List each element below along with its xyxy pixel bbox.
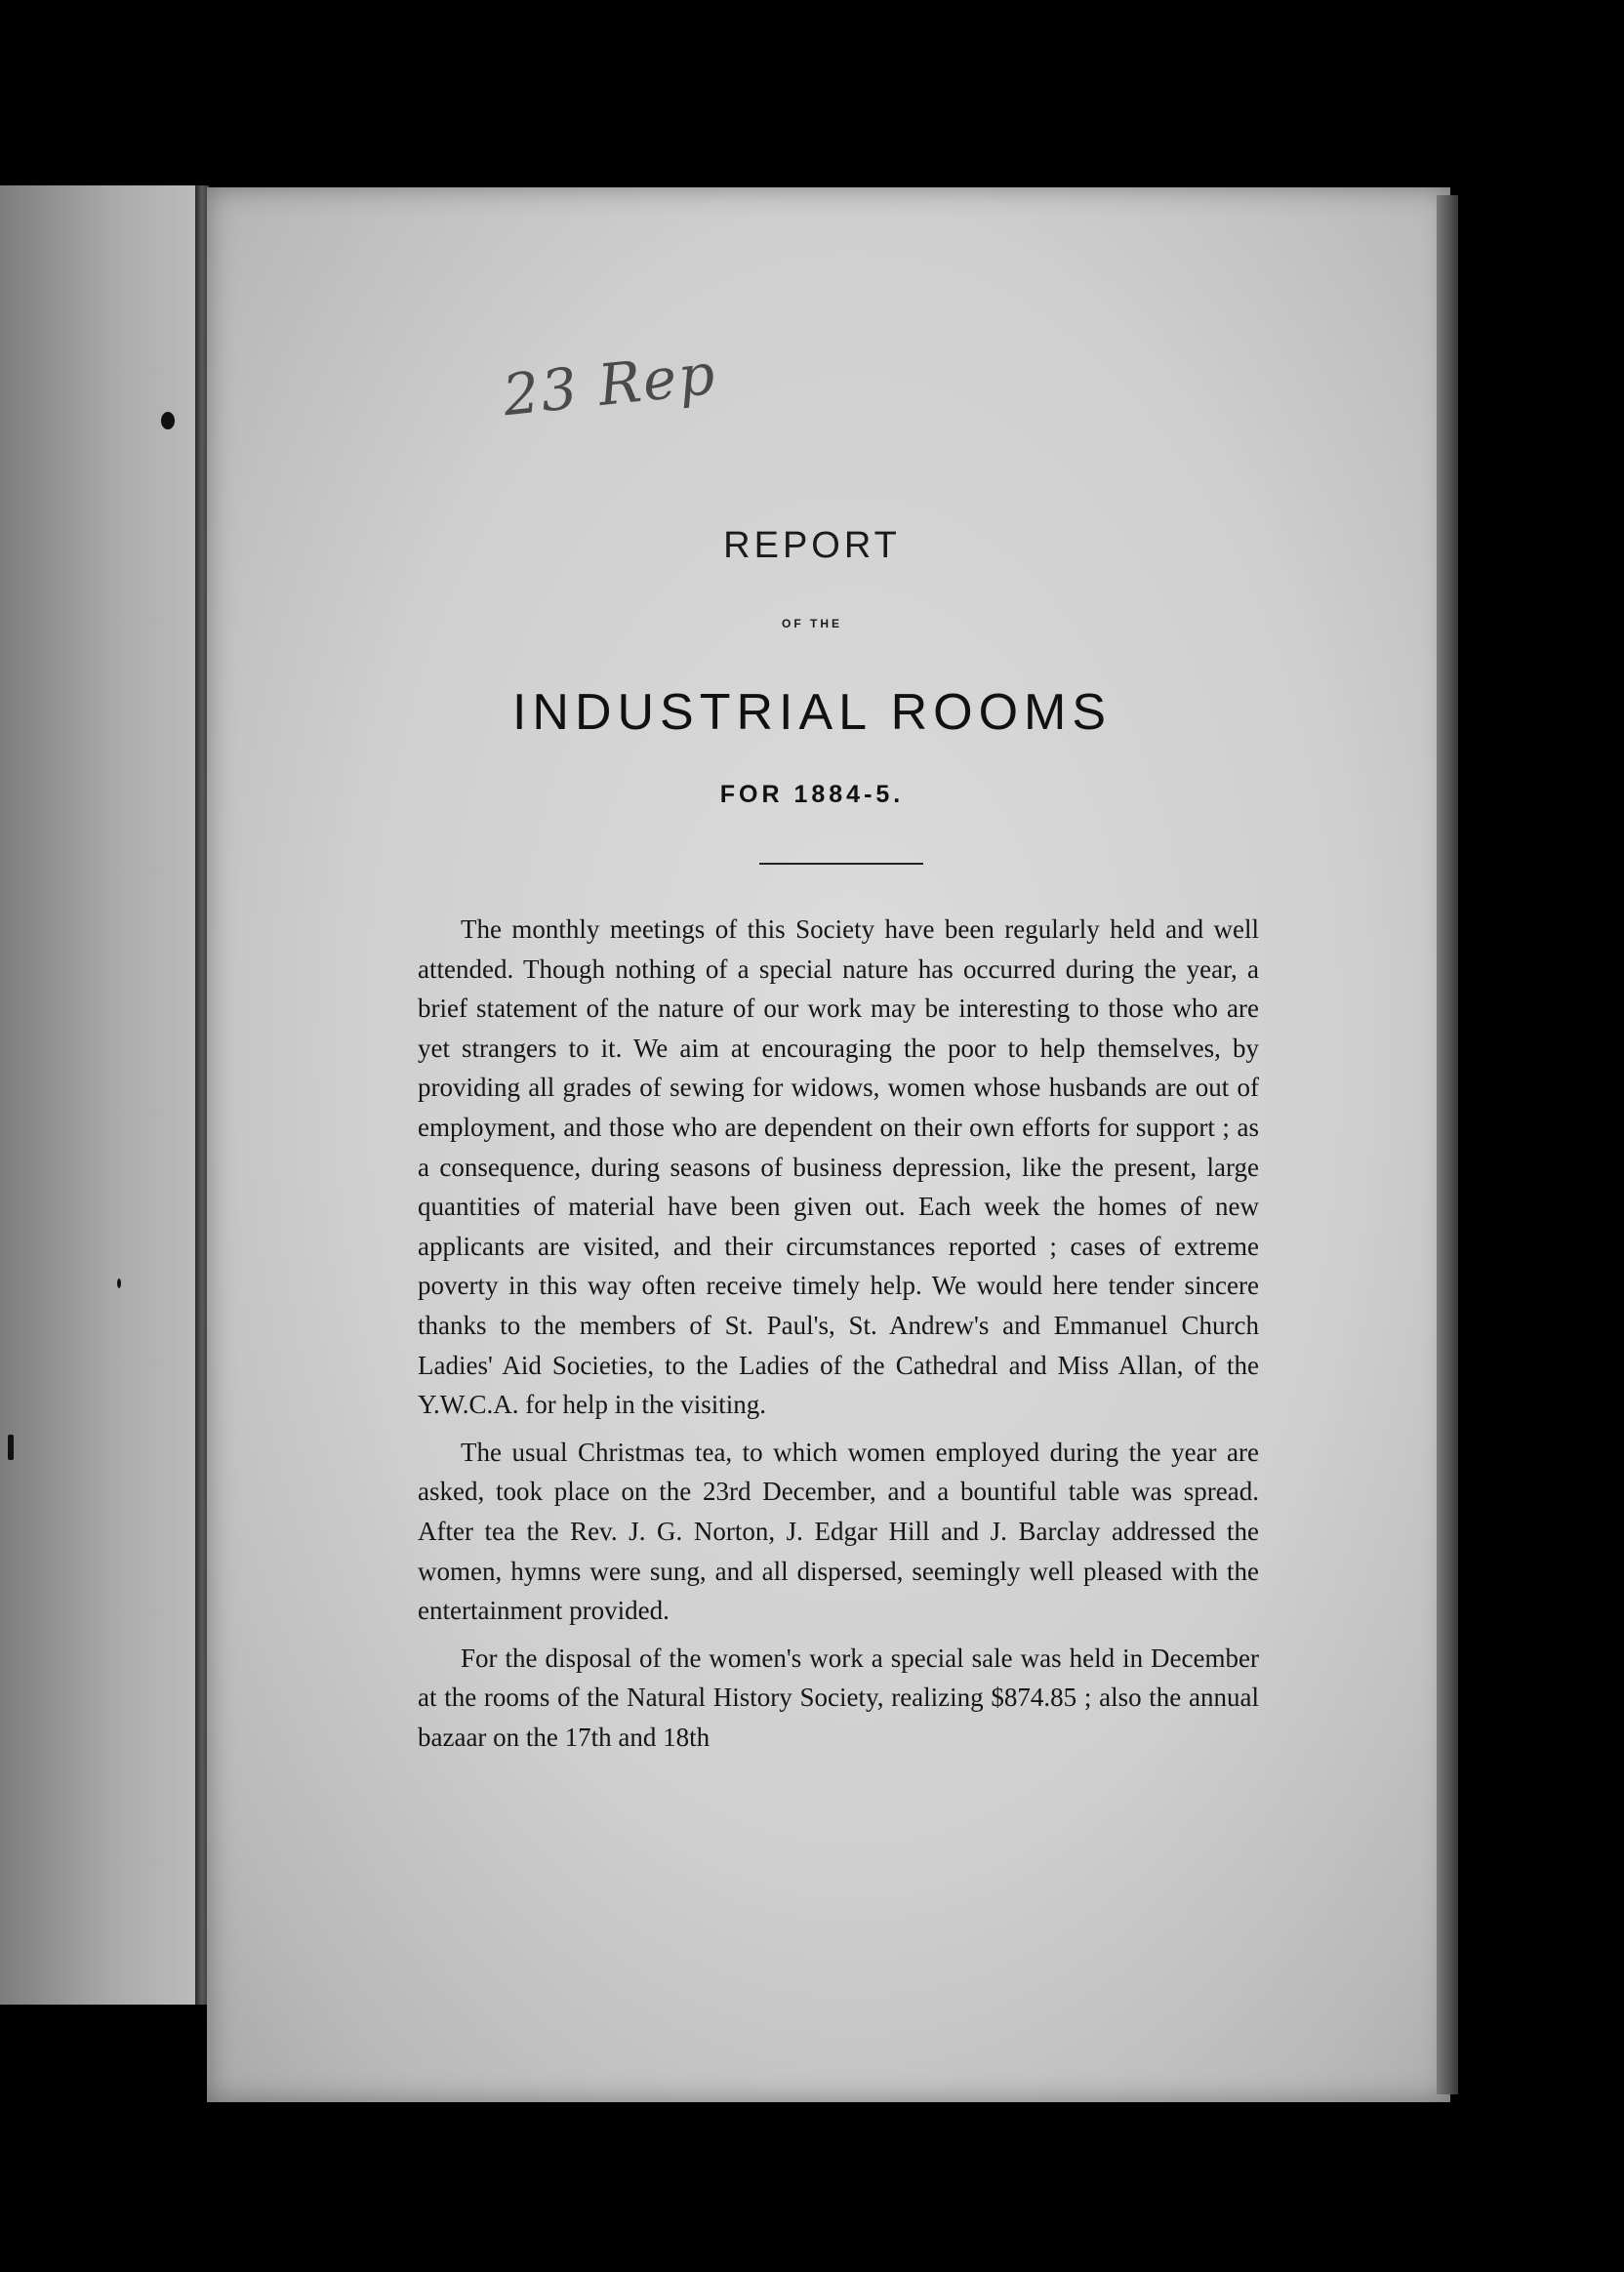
page-title: INDUSTRIAL ROOMS — [511, 684, 1113, 741]
title-divider — [759, 863, 923, 865]
ink-speck — [8, 1435, 14, 1460]
report-heading: REPORT — [723, 525, 901, 566]
report-subheading: OF THE — [782, 617, 842, 630]
paragraph: For the disposal of the women's work a special sale was held in December at the rooms of the Natural History Society, realizing $874.85 ; also the annual bazaar on the 17th and 18th — [418, 1643, 1259, 1752]
ink-speck — [117, 1278, 121, 1288]
report-year: FOR 1884-5. — [719, 781, 905, 808]
paragraph: The usual Christmas tea, to which women employed during the year are asked, took place on the 23rd December, and a bountiful table was spread. After tea the Rev. J. G. Norton, J. Edgar Hill and J. Barclay addressed the women, hymns were sung, and all dispersed, seemingly well pleased with the entertainment provided. — [418, 1437, 1259, 1626]
facing-page — [0, 185, 203, 2005]
page-edge-shadow — [1437, 195, 1458, 2094]
handwritten-annotation: 23 Rep — [500, 340, 720, 429]
paragraph: The monthly meetings of this Society have been regularly held and well attended. Though nothing of a special nature has occurred during the year, a brief statement of the nature of our work may be interesting to those who are yet strangers to it. We aim at encouraging the poor to help themselves, by providing all grades of sewing for widows, women whose husbands are out of employment, and those who are dependent on their own efforts for support ; as a consequence, during seasons of business depression, like the present, large quantities of material have been given out. Each week the homes of new applicants are visited, and their circumstances reported ; cases of extreme poverty in this way often receive timely help. We would here tender sincere thanks to the members of St. Paul's, St. Andrew's and Emmanuel Church Ladies' Aid Societies, to the Ladies of the Cathedral and Miss Allan, of the Y.W.C.A. for help in the visiting. — [418, 914, 1259, 1420]
report-body — [418, 910, 1259, 1765]
ink-speck — [161, 412, 175, 429]
